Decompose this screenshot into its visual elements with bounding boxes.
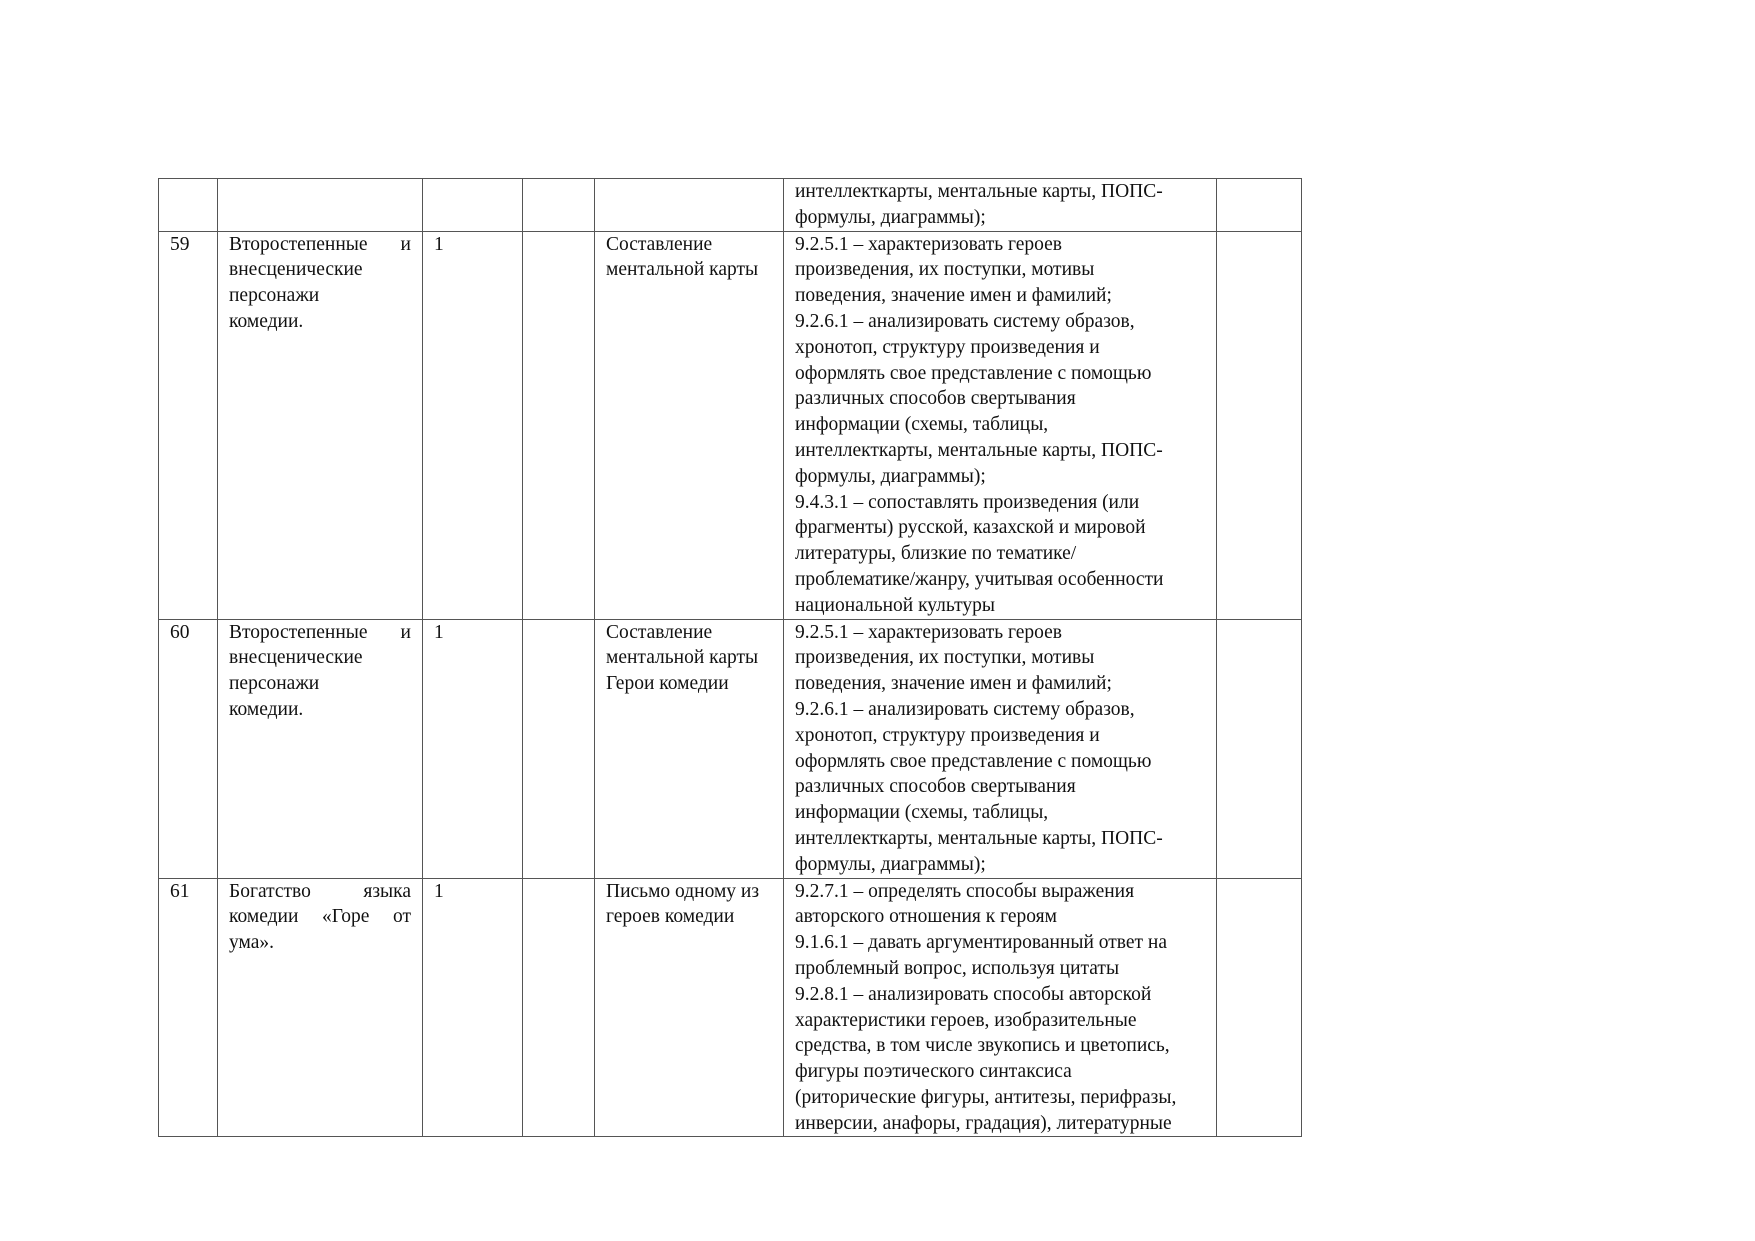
lesson-topic-line: Богатство языка bbox=[229, 880, 411, 902]
lesson-plan-table bbox=[158, 178, 1302, 1137]
lesson-number: 59 bbox=[170, 233, 190, 255]
lesson-plan-body bbox=[159, 179, 1302, 1137]
lesson-topic-line: комедии. bbox=[229, 310, 304, 332]
table-row bbox=[159, 179, 1302, 232]
learning-goal-line: информации (схемы, таблицы, bbox=[795, 414, 1049, 436]
learning-goal-line: интеллекткарты, ментальные карты, ПОПС- bbox=[795, 181, 1163, 202]
learning-goal-line: оформлять свое представление с помощью bbox=[795, 750, 1152, 772]
activity-form-line: Письмо одному из bbox=[606, 880, 760, 902]
learning-goals-cell bbox=[784, 231, 1217, 619]
activity-form-cell bbox=[595, 878, 784, 1137]
lesson-topic-cell bbox=[218, 179, 423, 232]
activity-form-line: Герои комедии bbox=[606, 673, 729, 695]
learning-goal-line: проблематике/жанру, учитывая особенности bbox=[795, 568, 1164, 590]
learning-goal-line: характеристики героев, изобразительные bbox=[795, 1009, 1137, 1031]
lesson-number: 61 bbox=[170, 880, 190, 902]
learning-goal-line: 9.2.6.1 – анализировать систему образов, bbox=[795, 310, 1135, 332]
lesson-number-cell bbox=[159, 619, 218, 878]
learning-goal-line: национальной культуры bbox=[795, 594, 995, 616]
lesson-number-cell bbox=[159, 179, 218, 232]
lesson-topic-line: персонажи bbox=[229, 673, 320, 695]
learning-goal-line: формулы, диаграммы); bbox=[795, 465, 986, 487]
lesson-topic-line: внесценические bbox=[229, 259, 363, 281]
lesson-topic bbox=[229, 620, 411, 723]
lesson-hours: 1 bbox=[434, 233, 444, 255]
learning-goal-line: различных способов свертывания bbox=[795, 776, 1076, 798]
lesson-date-cell bbox=[523, 231, 595, 619]
lesson-hours: 1 bbox=[434, 880, 444, 902]
note-cell bbox=[1217, 619, 1302, 878]
learning-goal-line: (риторические фигуры, антитезы, перифразы, bbox=[795, 1086, 1177, 1108]
lesson-topic-cell bbox=[218, 878, 423, 1137]
activity-form-cell bbox=[595, 619, 784, 878]
learning-goal-line: 9.4.3.1 – сопоставлять произведения (или bbox=[795, 491, 1140, 513]
learning-goals-cell bbox=[784, 179, 1217, 232]
learning-goal-line: литературы, близкие по тематике/ bbox=[795, 543, 1077, 565]
lesson-number-cell bbox=[159, 231, 218, 619]
lesson-number-cell bbox=[159, 878, 218, 1137]
lesson-topic-line: комедии. bbox=[229, 698, 304, 720]
lesson-date-cell bbox=[523, 179, 595, 232]
lesson-topic-cell bbox=[218, 619, 423, 878]
learning-goals-cell bbox=[784, 619, 1217, 878]
lesson-topic-line: комедии «Горе от bbox=[229, 906, 411, 928]
learning-goal-line: 9.2.5.1 – характеризовать героев bbox=[795, 233, 1062, 255]
learning-goal-line: хронотоп, структуру произведения и bbox=[795, 336, 1100, 358]
lesson-date-cell bbox=[523, 878, 595, 1137]
activity-form-cell bbox=[595, 179, 784, 232]
lesson-topic-line: Второстепенные и bbox=[229, 621, 411, 643]
note-cell bbox=[1217, 231, 1302, 619]
lesson-topic bbox=[229, 879, 411, 956]
activity-form-line: героев комедии bbox=[606, 906, 735, 928]
learning-goal-line: авторского отношения к героям bbox=[795, 906, 1057, 928]
learning-goal-line: различных способов свертывания bbox=[795, 388, 1076, 410]
learning-goal-line: 9.2.7.1 – определять способы выражения bbox=[795, 880, 1135, 902]
lesson-number: 60 bbox=[170, 621, 190, 643]
activity-form-line: Составление bbox=[606, 233, 713, 255]
lesson-hours: 1 bbox=[434, 621, 444, 643]
learning-goal-line: 9.1.6.1 – давать аргументированный ответ на bbox=[795, 932, 1168, 954]
lesson-hours-cell bbox=[423, 231, 523, 619]
learning-goal-line: средства, в том числе звукопись и цветопись, bbox=[795, 1035, 1170, 1057]
activity-form-line: ментальной карты bbox=[606, 259, 759, 281]
learning-goal-line: формулы, диаграммы); bbox=[795, 206, 986, 228]
lesson-date-cell bbox=[523, 619, 595, 878]
learning-goal-line: интеллекткарты, ментальные карты, ПОПС- bbox=[795, 827, 1163, 849]
lesson-topic-cell bbox=[218, 231, 423, 619]
learning-goal-line: формулы, диаграммы); bbox=[795, 853, 986, 875]
lesson-topic-line: Второстепенные и bbox=[229, 233, 411, 255]
learning-goal-line: информации (схемы, таблицы, bbox=[795, 802, 1049, 824]
learning-goal-line: поведения, значение имен и фамилий; bbox=[795, 673, 1112, 695]
lesson-topic-line: внесценические bbox=[229, 647, 363, 669]
learning-goal-line: хронотоп, структуру произведения и bbox=[795, 724, 1100, 746]
lesson-topic-line: ума». bbox=[229, 932, 274, 954]
learning-goal-line: инверсии, анафоры, градация), литературные bbox=[795, 1112, 1172, 1134]
activity-form-line: ментальной карты bbox=[606, 647, 759, 669]
table-row bbox=[159, 231, 1302, 619]
learning-goal-line: 9.2.6.1 – анализировать систему образов, bbox=[795, 698, 1135, 720]
learning-goal-line: проблемный вопрос, используя цитаты bbox=[795, 957, 1120, 979]
lesson-hours-cell bbox=[423, 619, 523, 878]
lesson-topic bbox=[229, 232, 411, 335]
table-row bbox=[159, 878, 1302, 1137]
lesson-hours-cell bbox=[423, 179, 523, 232]
learning-goal-line: фигуры поэтического синтаксиса bbox=[795, 1061, 1072, 1083]
lesson-hours-cell bbox=[423, 878, 523, 1137]
activity-form-line: Составление bbox=[606, 621, 713, 643]
learning-goal-line: 9.2.5.1 – характеризовать героев bbox=[795, 621, 1062, 643]
learning-goal-line: произведения, их поступки, мотивы bbox=[795, 647, 1095, 669]
learning-goal-line: оформлять свое представление с помощью bbox=[795, 362, 1152, 384]
lesson-topic-line: персонажи bbox=[229, 285, 320, 307]
learning-goal-line: поведения, значение имен и фамилий; bbox=[795, 285, 1112, 307]
learning-goals-cell bbox=[784, 878, 1217, 1137]
learning-goal-line: фрагменты) русской, казахской и мировой bbox=[795, 517, 1146, 539]
note-cell bbox=[1217, 878, 1302, 1137]
table-row bbox=[159, 619, 1302, 878]
note-cell bbox=[1217, 179, 1302, 232]
activity-form-cell bbox=[595, 231, 784, 619]
learning-goal-line: интеллекткарты, ментальные карты, ПОПС- bbox=[795, 439, 1163, 461]
learning-goal-line: 9.2.8.1 – анализировать способы авторской bbox=[795, 983, 1152, 1005]
learning-goal-line: произведения, их поступки, мотивы bbox=[795, 259, 1095, 281]
